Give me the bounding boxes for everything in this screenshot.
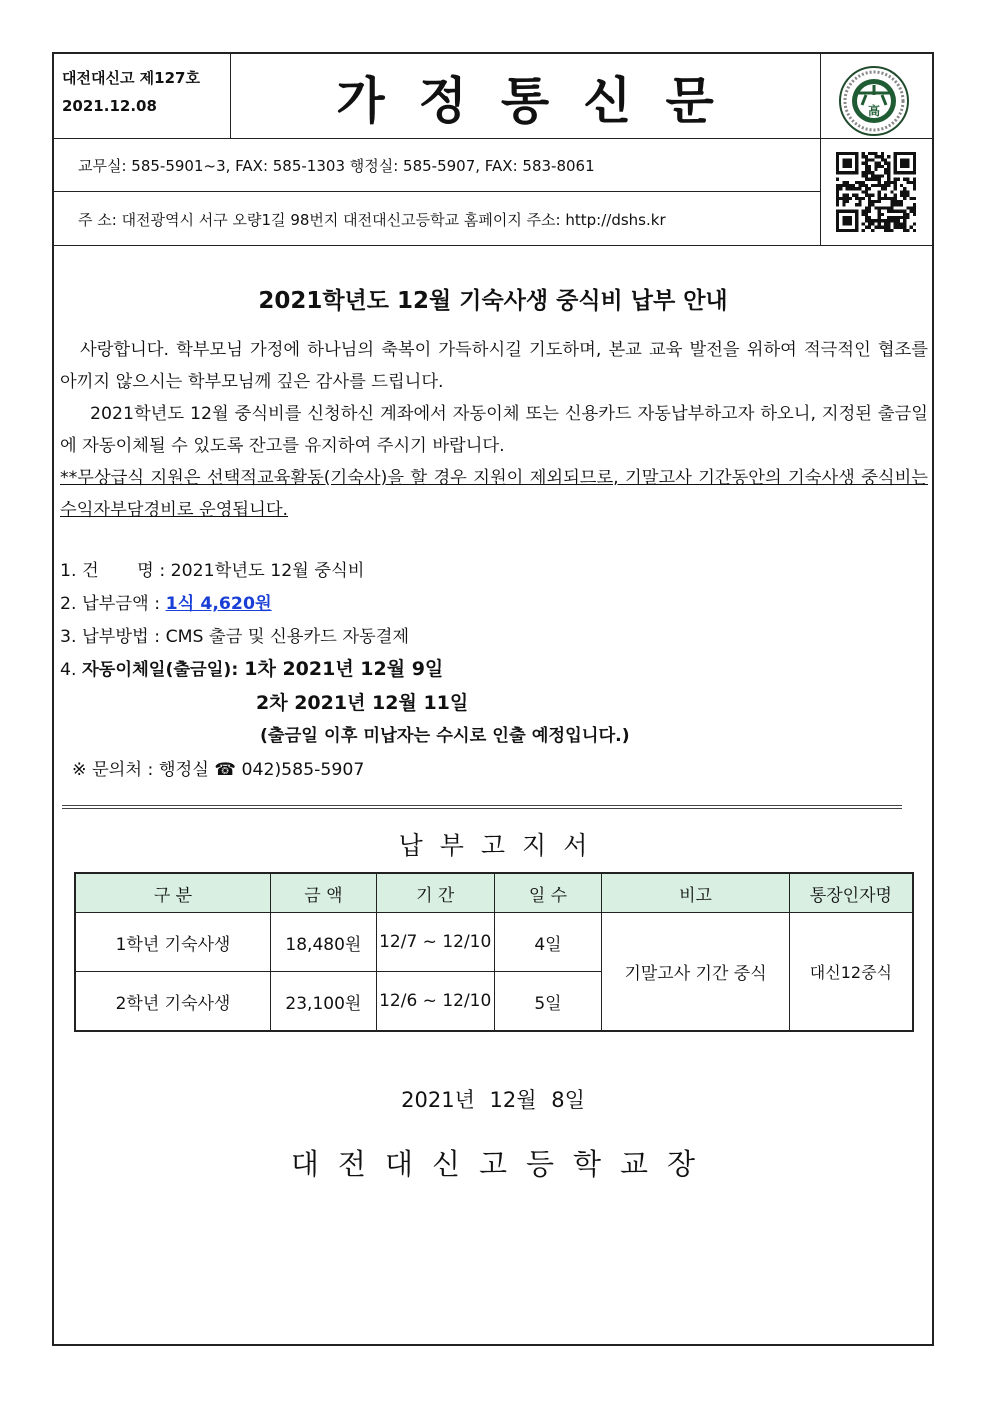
table-cell: 18,480원 [270, 913, 376, 972]
table-cell: 23,100원 [270, 972, 376, 1032]
header-divider [53, 245, 933, 246]
column-header: 구 분 [75, 873, 270, 913]
inquiry-contact: ※ 문의처 : 행정실 ☎ 042)585-5907 [72, 760, 365, 780]
free-meal-notice: **무상급식 지원은 선택적교육활동(기숙사)을 할 경우 지원이 제외되므로, 기말고사 기간동안의 기숙사생 중식비는 수익자부담경비로 운영됩니다. [60, 468, 928, 520]
debit-second-date: 2차 2021년 12월 11일 [256, 692, 469, 714]
item-debit-date [60, 654, 443, 681]
table-row [75, 913, 913, 972]
payment-paragraph: 2021학년도 12월 중식비를 신청하신 계좌에서 자동이체 또는 신용카드 자동납부하고자 하오니, 지정된 출금일에 자동이체될 수 있도록 잔고를 유지하여 주시기 바랍니다. [60, 404, 928, 456]
notice-heading: 2021학년도 12월 기숙사생 중식비 납부 안내 [258, 288, 728, 314]
item-subject-label: 1. 건 명 : [60, 561, 171, 581]
table-cell: 5일 [494, 972, 602, 1032]
account-name-cell: 대신12중식 [789, 913, 913, 1032]
item-amount-label: 2. 납부금액 : [60, 594, 166, 614]
payment-notice-title: 납부고지서 [398, 831, 605, 860]
remark-cell: 기말고사 기간 중식 [602, 913, 789, 1032]
item-subject [60, 556, 364, 581]
debit-note: (출금일 이후 미납자는 수시로 인출 예정입니다.) [260, 726, 630, 746]
emblem-char: 高 [867, 104, 881, 118]
item-subject-value: 2021학년도 12월 중식비 [170, 561, 365, 581]
school-address: 주 소: 대전광역시 서구 오량1길 98번지 대전대신고등학교 홈페이지 주소: http://dshs.kr [78, 211, 666, 229]
newsletter-banner: 가정통신문 [336, 72, 748, 130]
column-header: 통장인자명 [789, 873, 913, 913]
table-header-row [75, 873, 913, 913]
header-divider [820, 138, 933, 139]
issue-number: 대전대신고 제127호 [62, 69, 200, 87]
header-divider [53, 191, 820, 192]
school-emblem-icon [838, 65, 910, 137]
item-debit-number: 4. [60, 660, 82, 680]
column-header: 금 액 [270, 873, 376, 913]
greeting-paragraph: 사랑합니다. 학부모님 가정에 하나님의 축복이 가득하시길 기도하며, 본교 교육 발전을 위하여 적극적인 협조를 아끼지 않으시는 학부모님께 깊은 감사를 드립니다. [60, 340, 928, 392]
header-divider [53, 138, 820, 139]
issue-info [62, 64, 200, 120]
table-cell: 12/6 ~ 12/10 [376, 972, 494, 1032]
column-header: 일 수 [494, 873, 602, 913]
section-divider [62, 805, 902, 809]
column-header: 비고 [602, 873, 789, 913]
table-cell: 1학년 기숙사생 [75, 913, 270, 972]
principal-signature: 대전대신고등학교장 [290, 1147, 715, 1181]
qr-code-icon [836, 152, 916, 232]
item-amount [60, 589, 272, 614]
item-debit-label: 자동이체일(출금일): [81, 660, 245, 680]
table-cell: 4일 [494, 913, 602, 972]
item-method [60, 622, 409, 647]
debit-first-date: 1차 2021년 12월 9일 [244, 658, 444, 680]
item-method-label: 3. 납부방법 : [60, 627, 166, 647]
fee-table [74, 872, 914, 1032]
contact-numbers: 교무실: 585-5901~3, FAX: 585-1303 행정실: 585-5907, FAX: 583-8061 [78, 157, 595, 175]
item-amount-value[interactable]: 1식 4,620원 [165, 594, 272, 614]
issue-date: 2021.12.08 [62, 97, 157, 115]
table-cell: 12/7 ~ 12/10 [376, 913, 494, 972]
header-divider [820, 53, 821, 246]
column-header: 기 간 [376, 873, 494, 913]
item-method-value: CMS 출금 및 신용카드 자동결제 [165, 627, 410, 647]
table-cell: 2학년 기숙사생 [75, 972, 270, 1032]
issue-date-footer: 2021년 12월 8일 [401, 1088, 585, 1112]
intro-text [60, 334, 928, 526]
